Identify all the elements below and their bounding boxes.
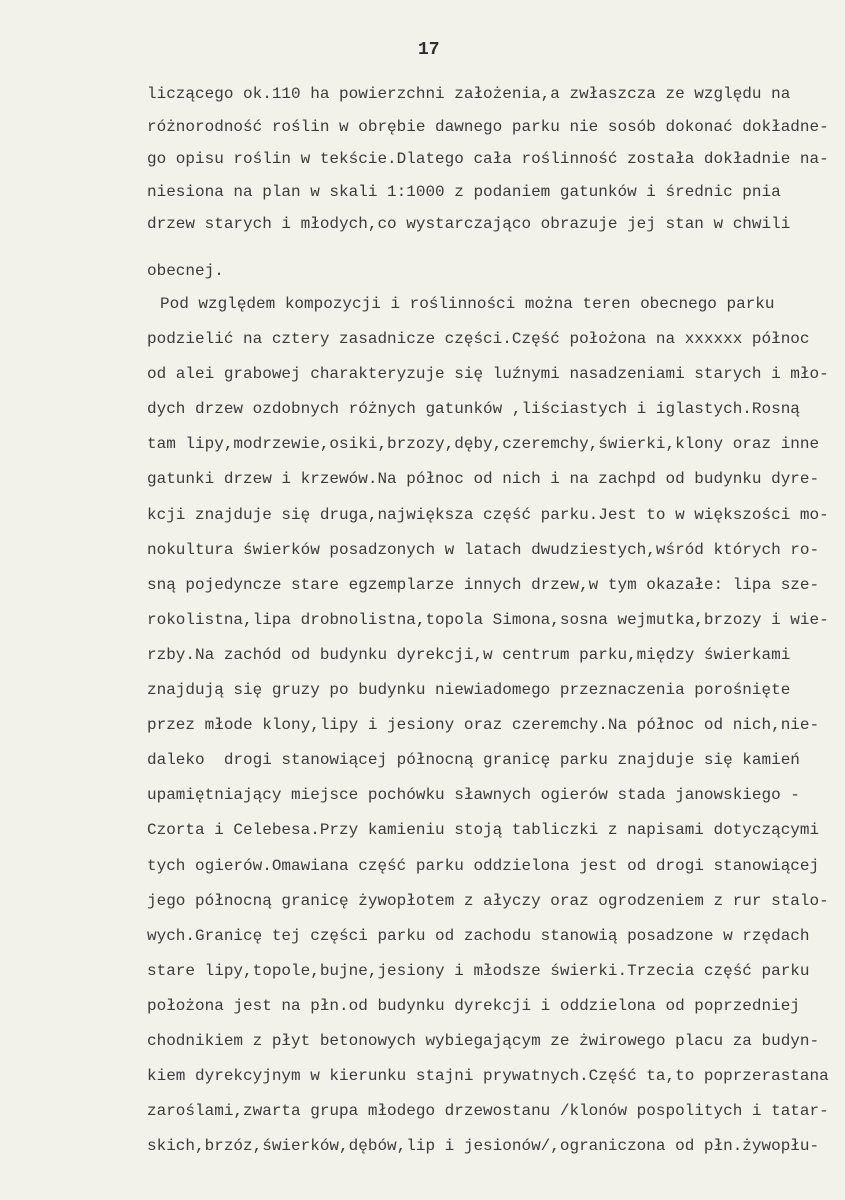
text-line: tych ogierów.Omawiana część parku oddzielona jest od drogi stanowiącej [147, 856, 820, 875]
text-line: chodnikiem z płyt betonowych wybiegającym ze żwirowego placu za budyn- [147, 1031, 820, 1050]
text-line: upamiętniający miejsce pochówku sławnych ogierów stada janowskiego - [147, 786, 800, 805]
text-line: niesiona na plan w skali 1:1000 z podaniem gatunków i średnic pnia [147, 182, 781, 201]
text-line: skich,brzóz,świerków,dębów,lip i jesionów/,ograniczona od płn.żywopłu- [147, 1137, 820, 1156]
text-line: rzby.Na zachód od budynku dyrekcji,w centrum parku,między świerkami [147, 645, 791, 664]
paragraph-2 [147, 287, 837, 1164]
text-line: liczącego ok.110 ha powierzchni założenia,a zwłaszcza ze względu na [147, 85, 791, 103]
text-line: jego północną granicę żywopłotem z ałyczy oraz ogrodzeniem z rur stalo- [147, 891, 829, 910]
text-line: Pod względem kompozycji i roślinności można teren obecnego parku [160, 295, 775, 313]
text-line: kcji znajduje się druga,największa część parku.Jest to w większości mo- [147, 505, 829, 524]
text-line: rokolistna,lipa drobnolistna,topola Simona,sosna wejmutka,brzozy i wie- [147, 610, 829, 629]
paragraph-1 [147, 78, 837, 287]
text-line: daleko drogi stanowiącej północną granicę parku znajduje się kamień [147, 751, 800, 770]
text-line: drzew starych i młodych,co wystarczająco obrazuje jej stan w chwili [147, 215, 791, 233]
text-line: od alei grabowej charakteryzuje się luźnymi nasadzeniami starych i mło- [147, 365, 829, 384]
text-line: zaroślami,zwarta grupa młodego drzewostanu /klonów pospolitych i tatar- [147, 1102, 829, 1121]
text-line: położona jest na płn.od budynku dyrekcji i oddzielona od poprzedniej [147, 996, 800, 1015]
text-line: sną pojedyncze stare egzemplarze innych drzew,w tym okazałe: lipa sze- [147, 575, 820, 594]
text-line: tam lipy,modrzewie,osiki,brzozy,dęby,czeremchy,świerki,klony oraz inne [147, 435, 820, 454]
text-line: go opisu roślin w tekście.Dlatego cała roślinność została dokładnie na- [147, 150, 829, 168]
text-line: przez młode klony,lipy i jesiony oraz czeremchy.Na północ od nich,nie- [147, 716, 820, 735]
text-line: różnorodność roślin w obrębie dawnego parku nie sosób dokonać dokładne- [147, 117, 829, 136]
text-line: obecnej. [147, 261, 224, 280]
text-line: dych drzew ozdobnych różnych gatunków ,liściastych i iglastych.Rosną [147, 400, 800, 419]
text-line: gatunki drzew i krzewów.Na północ od nich i na zachpd od budynku dyre- [147, 470, 820, 489]
text-line: znajdują się gruzy po budynku niewiadomego przeznaczenia porośnięte [147, 681, 791, 700]
text-line: stare lipy,topole,bujne,jesiony i młodsze świerki.Trzecia część parku [147, 961, 810, 980]
text-line: podzielić na cztery zasadnicze części.Część położona na xxxxxx północ [147, 330, 810, 349]
page-number: 17 [418, 40, 440, 60]
text-line: kiem dyrekcyjnym w kierunku stajni prywatnych.Część ta,to poprzerastana [147, 1067, 829, 1086]
text-line: nokultura świerków posadzonych w latach dwudziestych,wśród których ro- [147, 540, 820, 559]
text-line: Czorta i Celebesa.Przy kamieniu stoją tabliczki z napisami dotyczącymi [147, 821, 820, 840]
text-line: wych.Granicę tej części parku od zachodu stanowią posadzone w rzędach [147, 926, 810, 945]
